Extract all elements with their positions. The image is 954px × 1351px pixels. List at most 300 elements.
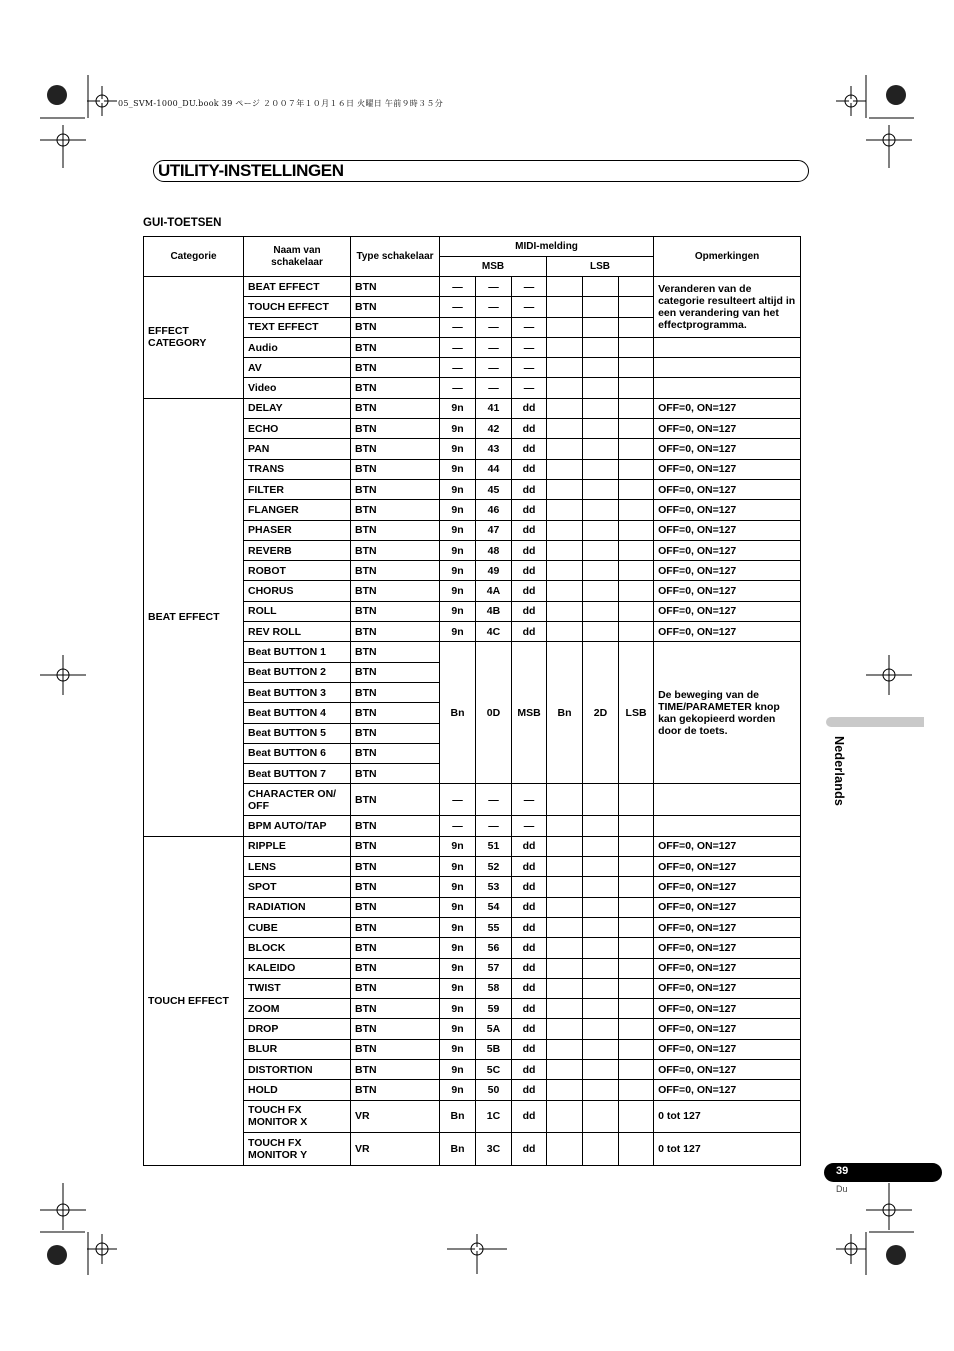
remark-cell [654, 816, 801, 836]
midi-msb-cell: 9n [440, 622, 476, 642]
remark-cell: OFF=0, ON=127 [654, 836, 801, 856]
switch-type: BTN [351, 642, 440, 662]
midi-msb-cell: 54 [476, 897, 512, 917]
midi-msb-cell: 5B [476, 1039, 512, 1059]
midi-lsb-cell [547, 857, 583, 877]
switch-type: BTN [351, 622, 440, 642]
switch-name: Beat BUTTON 4 [244, 703, 351, 723]
midi-msb-cell: dd [512, 1133, 547, 1166]
remark-cell: OFF=0, ON=127 [654, 479, 801, 499]
midi-lsb-cell [583, 398, 619, 418]
midi-msb-cell: 5C [476, 1059, 512, 1079]
remark-cell: OFF=0, ON=127 [654, 500, 801, 520]
midi-lsb-cell [547, 561, 583, 581]
switch-type: BTN [351, 1080, 440, 1100]
midi-lsb-cell [619, 784, 654, 816]
switch-name: BLUR [244, 1039, 351, 1059]
midi-msb-cell: dd [512, 1019, 547, 1039]
midi-msb-cell: 9n [440, 581, 476, 601]
switch-type: BTN [351, 703, 440, 723]
midi-lsb-cell [619, 877, 654, 897]
midi-lsb-cell [583, 500, 619, 520]
midi-lsb-cell [583, 459, 619, 479]
switch-type: BTN [351, 561, 440, 581]
midi-lsb-cell [547, 520, 583, 540]
switch-name: ROLL [244, 601, 351, 621]
midi-msb-cell: 42 [476, 419, 512, 439]
switch-type: BTN [351, 938, 440, 958]
remark-cell: OFF=0, ON=127 [654, 520, 801, 540]
midi-lsb-cell [583, 857, 619, 877]
midi-lsb-cell [619, 581, 654, 601]
switch-type: BTN [351, 662, 440, 682]
midi-lsb-cell [547, 1059, 583, 1079]
file-info-header: 05_SVM-1000_DU.book 39 ページ ２００７年１０月１６日 火曜日 午前９時３５分 [118, 99, 443, 108]
midi-msb-cell: — [476, 784, 512, 816]
midi-lsb-cell [547, 337, 583, 357]
header-lsb: LSB [547, 257, 654, 277]
midi-msb-cell: 4B [476, 601, 512, 621]
midi-msb-cell: 50 [476, 1080, 512, 1100]
midi-msb-cell: — [476, 297, 512, 317]
midi-msb-cell: dd [512, 999, 547, 1019]
midi-msb-cell: 9n [440, 419, 476, 439]
midi-lsb-cell [619, 857, 654, 877]
switch-type: BTN [351, 784, 440, 816]
midi-lsb-cell [619, 540, 654, 560]
midi-lsb-cell [583, 1100, 619, 1133]
midi-lsb-cell [583, 337, 619, 357]
midi-lsb-cell [583, 601, 619, 621]
midi-lsb-cell [619, 999, 654, 1019]
remark-cell: 0 tot 127 [654, 1100, 801, 1133]
midi-msb-cell: dd [512, 459, 547, 479]
midi-lsb-cell [619, 1019, 654, 1039]
switch-name: RADIATION [244, 897, 351, 917]
midi-msb-cell: dd [512, 601, 547, 621]
switch-type: BTN [351, 581, 440, 601]
midi-msb-cell: — [512, 784, 547, 816]
remark-cell: OFF=0, ON=127 [654, 439, 801, 459]
midi-msb-cell: — [476, 358, 512, 378]
midi-msb-cell: 9n [440, 999, 476, 1019]
category-cell: EFFECT CATEGORY [144, 277, 244, 399]
remark-cell: OFF=0, ON=127 [654, 581, 801, 601]
midi-lsb-cell [583, 816, 619, 836]
midi-lsb-cell [547, 500, 583, 520]
switch-type: BTN [351, 439, 440, 459]
midi-msb-cell: — [512, 378, 547, 398]
header-msb: MSB [440, 257, 547, 277]
midi-lsb-cell [583, 581, 619, 601]
midi-lsb-cell [583, 917, 619, 937]
midi-msb-cell: — [512, 317, 547, 337]
midi-msb-cell: dd [512, 978, 547, 998]
midi-msb-cell: dd [512, 479, 547, 499]
midi-lsb-cell [547, 459, 583, 479]
midi-lsb-cell [619, 419, 654, 439]
midi-lsb-cell [547, 378, 583, 398]
switch-type: BTN [351, 419, 440, 439]
midi-lsb-cell [619, 1039, 654, 1059]
remark-cell: OFF=0, ON=127 [654, 1039, 801, 1059]
midi-lsb-cell [619, 561, 654, 581]
table-row [144, 836, 801, 856]
switch-type: BTN [351, 297, 440, 317]
midi-lsb-cell [547, 581, 583, 601]
midi-lsb-cell [619, 479, 654, 499]
switch-name: Beat BUTTON 5 [244, 723, 351, 743]
midi-lsb-cell [583, 1039, 619, 1059]
midi-lsb-cell [583, 378, 619, 398]
midi-msb-cell: 4A [476, 581, 512, 601]
switch-name: AV [244, 358, 351, 378]
switch-name: Audio [244, 337, 351, 357]
midi-lsb-cell: LSB [619, 642, 654, 784]
midi-msb-cell: 0D [476, 642, 512, 784]
midi-msb-cell: — [512, 337, 547, 357]
midi-msb-cell: 9n [440, 1059, 476, 1079]
switch-type: BTN [351, 743, 440, 763]
switch-name: Video [244, 378, 351, 398]
midi-lsb-cell [583, 999, 619, 1019]
switch-name: TOUCH FX MONITOR Y [244, 1133, 351, 1166]
midi-lsb-cell [547, 816, 583, 836]
midi-msb-cell: 59 [476, 999, 512, 1019]
remark-cell: OFF=0, ON=127 [654, 917, 801, 937]
midi-msb-cell: 46 [476, 500, 512, 520]
midi-lsb-cell [619, 836, 654, 856]
midi-lsb-cell [547, 958, 583, 978]
midi-lsb-cell [583, 358, 619, 378]
midi-lsb-cell [547, 317, 583, 337]
switch-name: TOUCH EFFECT [244, 297, 351, 317]
midi-lsb-cell [619, 897, 654, 917]
category-cell: BEAT EFFECT [144, 398, 244, 836]
remark-cell: OFF=0, ON=127 [654, 958, 801, 978]
midi-msb-cell: 3C [476, 1133, 512, 1166]
midi-lsb-cell [583, 277, 619, 297]
switch-type: BTN [351, 917, 440, 937]
midi-msb-cell: — [440, 784, 476, 816]
midi-msb-cell: 45 [476, 479, 512, 499]
midi-lsb-cell [583, 784, 619, 816]
switch-type: BTN [351, 601, 440, 621]
midi-msb-cell: Bn [440, 642, 476, 784]
midi-msb-cell: dd [512, 1059, 547, 1079]
switch-name: HOLD [244, 1080, 351, 1100]
switch-name: FILTER [244, 479, 351, 499]
switch-type: BTN [351, 398, 440, 418]
midi-lsb-cell [583, 1133, 619, 1166]
midi-msb-cell: — [440, 337, 476, 357]
midi-msb-cell: 9n [440, 540, 476, 560]
midi-msb-cell: 51 [476, 836, 512, 856]
midi-msb-cell: dd [512, 897, 547, 917]
midi-msb-cell: 47 [476, 520, 512, 540]
midi-msb-cell: 9n [440, 857, 476, 877]
midi-msb-cell: dd [512, 419, 547, 439]
switch-type: BTN [351, 682, 440, 702]
page-number: 39 [836, 1165, 849, 1177]
midi-lsb-cell [619, 622, 654, 642]
midi-msb-cell: 44 [476, 459, 512, 479]
midi-msb-cell: dd [512, 581, 547, 601]
midi-lsb-cell [547, 398, 583, 418]
midi-lsb-cell [583, 958, 619, 978]
midi-lsb-cell [583, 978, 619, 998]
midi-lsb-cell: 2D [583, 642, 619, 784]
midi-lsb-cell [619, 938, 654, 958]
remark-cell: OFF=0, ON=127 [654, 978, 801, 998]
midi-msb-cell: — [476, 277, 512, 297]
midi-lsb-cell [547, 1080, 583, 1100]
midi-msb-cell: dd [512, 917, 547, 937]
midi-lsb-cell [547, 836, 583, 856]
midi-msb-cell: 9n [440, 398, 476, 418]
midi-msb-cell: 9n [440, 836, 476, 856]
midi-lsb-cell [547, 999, 583, 1019]
midi-lsb-cell [619, 297, 654, 317]
remark-cell: 0 tot 127 [654, 1133, 801, 1166]
midi-lsb-cell [547, 938, 583, 958]
midi-msb-cell: — [440, 277, 476, 297]
midi-msb-cell: 49 [476, 561, 512, 581]
remark-cell: OFF=0, ON=127 [654, 601, 801, 621]
midi-msb-cell: 9n [440, 1019, 476, 1039]
midi-msb-cell: 9n [440, 897, 476, 917]
remark-cell [654, 378, 801, 398]
remark-cell: OFF=0, ON=127 [654, 459, 801, 479]
midi-lsb-cell [619, 337, 654, 357]
midi-lsb-cell [547, 439, 583, 459]
switch-type: BTN [351, 500, 440, 520]
switch-name: PHASER [244, 520, 351, 540]
midi-msb-cell: — [440, 378, 476, 398]
remark-cell: OFF=0, ON=127 [654, 938, 801, 958]
midi-msb-cell: — [512, 297, 547, 317]
midi-msb-cell: — [476, 337, 512, 357]
midi-msb-cell: 9n [440, 958, 476, 978]
midi-lsb-cell [619, 1133, 654, 1166]
switch-type: BTN [351, 337, 440, 357]
switch-type: BTN [351, 1059, 440, 1079]
midi-msb-cell: — [512, 277, 547, 297]
midi-msb-cell: — [476, 816, 512, 836]
midi-msb-cell: 58 [476, 978, 512, 998]
midi-msb-cell: — [512, 358, 547, 378]
midi-lsb-cell [547, 540, 583, 560]
midi-lsb-cell [619, 459, 654, 479]
midi-msb-cell: 57 [476, 958, 512, 978]
switch-name: ECHO [244, 419, 351, 439]
midi-msb-cell: dd [512, 561, 547, 581]
switch-name: Beat BUTTON 2 [244, 662, 351, 682]
remark-cell: OFF=0, ON=127 [654, 999, 801, 1019]
midi-msb-cell: dd [512, 398, 547, 418]
midi-lsb-cell [619, 500, 654, 520]
midi-msb-cell: 41 [476, 398, 512, 418]
header-remarks: Opmerkingen [654, 237, 801, 277]
midi-lsb-cell [619, 317, 654, 337]
switch-name: Beat BUTTON 7 [244, 764, 351, 784]
midi-msb-cell: 9n [440, 877, 476, 897]
remark-cell: OFF=0, ON=127 [654, 1080, 801, 1100]
midi-lsb-cell [583, 520, 619, 540]
switch-type: BTN [351, 857, 440, 877]
midi-msb-cell: — [512, 816, 547, 836]
midi-msb-cell: 9n [440, 500, 476, 520]
switch-name: KALEIDO [244, 958, 351, 978]
midi-lsb-cell [619, 398, 654, 418]
switch-name: DISTORTION [244, 1059, 351, 1079]
midi-lsb-cell [583, 938, 619, 958]
midi-msb-cell: 55 [476, 917, 512, 937]
switch-type: BTN [351, 978, 440, 998]
midi-lsb-cell [547, 622, 583, 642]
midi-msb-cell: — [440, 297, 476, 317]
midi-lsb-cell [583, 419, 619, 439]
midi-msb-cell: dd [512, 958, 547, 978]
switch-type: BTN [351, 459, 440, 479]
midi-msb-cell: MSB [512, 642, 547, 784]
remark-cell: OFF=0, ON=127 [654, 622, 801, 642]
header-category: Categorie [144, 237, 244, 277]
midi-lsb-cell [619, 816, 654, 836]
switch-name: REVERB [244, 540, 351, 560]
switch-name: TRANS [244, 459, 351, 479]
switch-name: Beat BUTTON 3 [244, 682, 351, 702]
switch-name: REV ROLL [244, 622, 351, 642]
switch-type: BTN [351, 816, 440, 836]
switch-type: VR [351, 1133, 440, 1166]
header-type: Type schakelaar [351, 237, 440, 277]
switch-name: DROP [244, 1019, 351, 1039]
midi-lsb-cell [583, 1080, 619, 1100]
midi-lsb-cell [547, 897, 583, 917]
midi-msb-cell: dd [512, 1100, 547, 1133]
midi-lsb-cell [619, 277, 654, 297]
switch-name: CHORUS [244, 581, 351, 601]
midi-lsb-cell [619, 1059, 654, 1079]
midi-lsb-cell [547, 784, 583, 816]
switch-type: BTN [351, 836, 440, 856]
midi-msb-cell: 53 [476, 877, 512, 897]
switch-name: RIPPLE [244, 836, 351, 856]
midi-lsb-cell [619, 1080, 654, 1100]
midi-msb-cell: — [440, 317, 476, 337]
midi-lsb-cell [619, 958, 654, 978]
remark-cell: Veranderen van de categorie resulteert altijd in een verandering van het effectprogramma. [654, 277, 801, 338]
midi-msb-cell: dd [512, 857, 547, 877]
midi-msb-cell: 9n [440, 1080, 476, 1100]
remark-cell [654, 337, 801, 357]
midi-msb-cell: 1C [476, 1100, 512, 1133]
midi-lsb-cell [547, 917, 583, 937]
midi-lsb-cell [547, 358, 583, 378]
midi-lsb-cell [619, 978, 654, 998]
switch-name: BEAT EFFECT [244, 277, 351, 297]
section-title: GUI-TOETSEN [143, 217, 222, 229]
switch-type: BTN [351, 999, 440, 1019]
midi-lsb-cell [619, 1100, 654, 1133]
page-title: UTILITY-INSTELLINGEN [158, 161, 344, 180]
midi-msb-cell: 9n [440, 439, 476, 459]
remark-cell: De beweging van de TIME/PARAMETER knop kan gekopieerd worden door de toets. [654, 642, 801, 784]
midi-lsb-cell [583, 317, 619, 337]
midi-lsb-cell [547, 479, 583, 499]
switch-type: BTN [351, 764, 440, 784]
switch-name: TEXT EFFECT [244, 317, 351, 337]
language-tab [826, 717, 924, 727]
midi-msb-cell: 9n [440, 561, 476, 581]
midi-lsb-cell [547, 419, 583, 439]
midi-lsb-cell [583, 561, 619, 581]
midi-msb-cell: 9n [440, 520, 476, 540]
midi-lsb-cell [583, 897, 619, 917]
midi-lsb-cell [583, 1059, 619, 1079]
midi-lsb-cell [583, 540, 619, 560]
midi-msb-cell: 9n [440, 601, 476, 621]
midi-msb-cell: dd [512, 540, 547, 560]
midi-msb-cell: dd [512, 500, 547, 520]
page-lang-code: Du [836, 1184, 848, 1194]
midi-msb-cell: dd [512, 877, 547, 897]
remark-cell [654, 358, 801, 378]
switch-name: CUBE [244, 917, 351, 937]
midi-msb-cell: dd [512, 439, 547, 459]
midi-lsb-cell [547, 1039, 583, 1059]
switch-type: BTN [351, 877, 440, 897]
midi-lsb-cell [547, 277, 583, 297]
switch-name: CHARACTER ON/ OFF [244, 784, 351, 816]
switch-type: BTN [351, 1039, 440, 1059]
midi-lsb-cell [547, 877, 583, 897]
midi-msb-cell: 48 [476, 540, 512, 560]
switch-type: BTN [351, 378, 440, 398]
switch-name: PAN [244, 439, 351, 459]
switch-type: BTN [351, 540, 440, 560]
language-label: Nederlands [832, 736, 846, 807]
midi-lsb-cell [547, 601, 583, 621]
midi-msb-cell: 9n [440, 1039, 476, 1059]
midi-msb-cell: 9n [440, 917, 476, 937]
midi-msb-cell: dd [512, 622, 547, 642]
midi-msb-cell: 9n [440, 938, 476, 958]
midi-lsb-cell [583, 877, 619, 897]
switch-name: Beat BUTTON 1 [244, 642, 351, 662]
switch-type: BTN [351, 479, 440, 499]
switch-name: SPOT [244, 877, 351, 897]
remark-cell: OFF=0, ON=127 [654, 561, 801, 581]
switch-name: BPM AUTO/TAP [244, 816, 351, 836]
midi-lsb-cell [547, 1019, 583, 1039]
switch-name: ROBOT [244, 561, 351, 581]
midi-lsb-cell [619, 378, 654, 398]
switch-name: FLANGER [244, 500, 351, 520]
midi-lsb-cell [619, 439, 654, 459]
switch-name: BLOCK [244, 938, 351, 958]
midi-msb-cell: Bn [440, 1100, 476, 1133]
midi-lsb-cell [547, 978, 583, 998]
midi-msb-cell: 43 [476, 439, 512, 459]
midi-msb-cell: 9n [440, 479, 476, 499]
switch-name: LENS [244, 857, 351, 877]
midi-lsb-cell [583, 1019, 619, 1039]
table-row [144, 398, 801, 418]
remark-cell: OFF=0, ON=127 [654, 897, 801, 917]
switch-name: TWIST [244, 978, 351, 998]
